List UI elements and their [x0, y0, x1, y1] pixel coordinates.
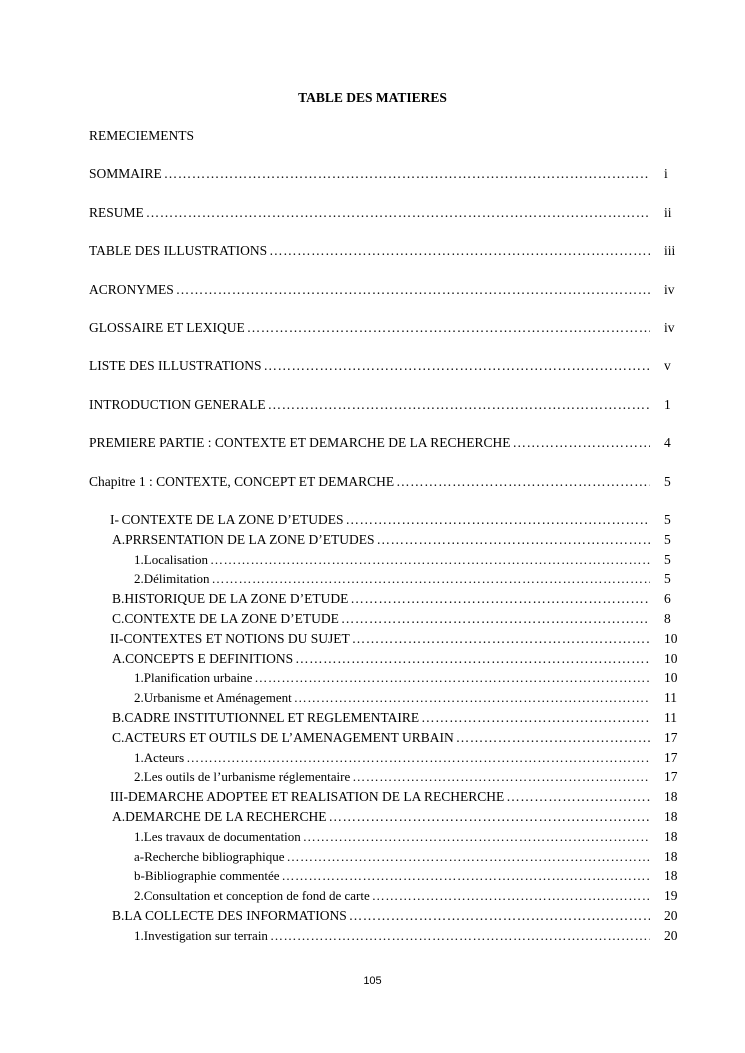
toc-entry-page: 5 [664, 552, 671, 567]
dot-leader [146, 205, 650, 221]
toc-entry-page: 1 [664, 397, 671, 412]
dot-leader [372, 888, 650, 904]
toc-entry-label: PRRSENTATION DE LA ZONE D’ETUDES [125, 532, 375, 547]
toc-entry-page: 20 [664, 908, 678, 923]
toc-entry-page: iv [664, 320, 675, 335]
toc-entry[interactable] [89, 474, 650, 490]
toc-entry-label: LA COLLECTE DES INFORMATIONS [124, 908, 347, 923]
toc-entry[interactable] [134, 928, 650, 944]
toc-entry[interactable] [112, 730, 650, 746]
toc-entry-number: III- [110, 789, 128, 804]
toc-entry[interactable] [134, 690, 650, 706]
toc-entry-page: v [664, 358, 671, 373]
toc-entry-page: 10 [664, 631, 678, 646]
toc-entry-label: Les outils de l’urbanisme réglementaire [143, 769, 351, 784]
toc-entry-label: Bibliographie commentée [144, 868, 280, 883]
toc-entry-label: Investigation sur terrain [143, 928, 268, 943]
toc-entry-label: DEMARCHE DE LA RECHERCHE [125, 809, 327, 824]
toc-entry-label: Consultation et conception de fond de carte [143, 888, 370, 903]
toc-entry-page: 5 [664, 571, 671, 586]
toc-entry-label: RESUME [89, 205, 144, 220]
toc-entry-page: 5 [664, 512, 671, 527]
toc-entry-label: CONCEPTS E DEFINITIONS [125, 651, 294, 666]
toc-entry-number: II- [110, 631, 124, 646]
toc-entry[interactable] [112, 591, 650, 607]
toc-entry[interactable] [134, 552, 650, 568]
dot-leader [186, 750, 650, 766]
toc-entry-label: Délimitation [143, 571, 210, 586]
toc-entry-label: Urbanisme et Aménagement [143, 690, 292, 705]
toc-entry-number: B. [112, 908, 125, 923]
toc-entry-page: 8 [664, 611, 671, 626]
dot-leader [210, 552, 650, 568]
toc-entry-page: 19 [664, 888, 678, 903]
toc-entry-number: b- [134, 868, 145, 883]
toc-entry[interactable] [89, 358, 650, 374]
page-title: TABLE DES MATIERES [298, 90, 447, 105]
toc-entry[interactable] [134, 670, 650, 686]
dot-leader [247, 320, 650, 336]
dot-leader [287, 849, 650, 865]
toc-entry-label: GLOSSAIRE ET LEXIQUE [89, 320, 245, 335]
dot-leader [294, 690, 650, 706]
toc-entry-number: A. [112, 532, 126, 547]
toc-entry-label: Planification urbaine [143, 670, 253, 685]
toc-entry[interactable] [112, 710, 650, 726]
dot-leader [345, 512, 650, 528]
toc-entry-label: ACRONYMES [89, 282, 174, 297]
toc-entry-label: Chapitre 1 : CONTEXTE, CONCEPT ET DEMARCHE [89, 474, 395, 489]
toc-entry[interactable] [134, 888, 650, 904]
toc-entry-page: 5 [664, 532, 671, 547]
toc-entry[interactable] [110, 512, 650, 528]
toc-entry-number: 1. [134, 829, 144, 844]
toc-entry-label: SOMMAIRE [89, 166, 162, 181]
toc-entry-page: 6 [664, 591, 671, 606]
dot-leader [264, 358, 651, 374]
toc-entry-page: ii [664, 205, 672, 220]
dot-leader [512, 435, 650, 451]
toc-entry-label: CONTEXTE DE LA ZONE D’ETUDES [121, 512, 344, 527]
dot-leader [352, 631, 650, 647]
toc-entry-number: C. [112, 730, 125, 745]
toc-entry[interactable] [110, 631, 650, 647]
toc-entry-number: 2. [134, 888, 144, 903]
dot-leader [506, 789, 650, 805]
toc-entry-page: 10 [664, 670, 678, 685]
toc-entry-label: Localisation [143, 552, 209, 567]
dot-leader [211, 571, 650, 587]
dot-leader [282, 868, 651, 884]
toc-entry[interactable] [134, 769, 650, 785]
toc-entry-page: 17 [664, 769, 678, 784]
toc-entry-page: 18 [664, 809, 678, 824]
dot-leader [421, 710, 650, 726]
toc-entry-number: A. [112, 651, 126, 666]
toc-entry[interactable] [89, 205, 650, 221]
toc-entry-label: INTRODUCTION GENERALE [89, 397, 266, 412]
toc-entry[interactable] [89, 435, 650, 451]
dot-leader [254, 670, 650, 686]
toc-entry-label: Recherche bibliographique [144, 849, 285, 864]
dot-leader [350, 591, 650, 607]
toc-entry-number: A. [112, 809, 126, 824]
toc-entry-number: 1. [134, 552, 144, 567]
toc-entry-page: 11 [664, 690, 677, 705]
toc-entry-page: iii [664, 243, 676, 258]
toc-entry-page: 10 [664, 651, 678, 666]
toc-entry-page: 18 [664, 868, 678, 883]
toc-entry-number: 1. [134, 750, 144, 765]
toc-entry[interactable] [89, 243, 650, 259]
dot-leader [456, 730, 650, 746]
toc-entry[interactable] [134, 571, 650, 587]
toc-entry-page: 5 [664, 474, 671, 489]
toc-entry-page: 11 [664, 710, 677, 725]
toc-entry-label: LISTE DES ILLUSTRATIONS [89, 358, 262, 373]
toc-entry-number: B. [112, 710, 125, 725]
toc-entry-label: PREMIERE PARTIE : CONTEXTE ET DEMARCHE DE LA RECHERCHE [89, 435, 511, 450]
dot-leader [268, 397, 650, 413]
dot-leader [303, 829, 650, 845]
dot-leader [164, 166, 650, 182]
toc-entry-label: CONTEXTE DE LA ZONE D’ETUDE [124, 611, 339, 626]
toc-entry[interactable] [112, 532, 650, 548]
toc-entry[interactable] [134, 829, 650, 845]
dot-leader [349, 908, 650, 924]
toc-entry-number: 1. [134, 928, 144, 943]
toc-entry[interactable] [134, 868, 650, 884]
toc-entry[interactable] [89, 128, 650, 144]
toc-entry-number: a- [134, 849, 145, 864]
toc-entry[interactable] [112, 611, 650, 627]
toc-entry-label: CADRE INSTITUTIONNEL ET REGLEMENTAIRE [124, 710, 420, 725]
toc-entry[interactable] [112, 908, 650, 924]
toc-entry[interactable] [134, 849, 650, 865]
toc-entry-number: I- [110, 512, 119, 527]
footer-page-number: 105 [363, 975, 382, 987]
toc-entry-page: 4 [664, 435, 671, 450]
toc-entry-label: TABLE DES ILLUSTRATIONS [89, 243, 268, 258]
toc-entry-number: B. [112, 591, 125, 606]
toc-entry-number: C. [112, 611, 125, 626]
toc-entry[interactable] [134, 750, 650, 766]
toc-entry-label: REMECIEMENTS [89, 128, 195, 143]
toc-entry[interactable] [112, 651, 650, 667]
dot-leader [377, 532, 650, 548]
toc-entry-page: i [664, 166, 668, 181]
toc-entry-number: 2. [134, 690, 144, 705]
dot-leader [295, 651, 650, 667]
toc-entry-number: 2. [134, 769, 144, 784]
toc-entry[interactable] [89, 282, 650, 298]
toc-entry-label: CONTEXTES ET NOTIONS DU SUJET [123, 631, 350, 646]
dot-leader [269, 243, 650, 259]
toc-entry-page: 20 [664, 928, 678, 943]
toc-entry-page: 18 [664, 789, 678, 804]
toc-entry-label: HISTORIQUE DE LA ZONE D’ETUDE [124, 591, 349, 606]
toc-entry[interactable] [89, 320, 650, 336]
toc-entry-page: 18 [664, 849, 678, 864]
dot-leader [341, 611, 650, 627]
toc-entry-label: Les travaux de documentation [143, 829, 301, 844]
dot-leader [329, 809, 650, 825]
dot-leader [396, 474, 650, 490]
toc-entry-number: 2. [134, 571, 144, 586]
toc-entry-label: Acteurs [143, 750, 185, 765]
toc-entry-page: 17 [664, 730, 678, 745]
toc-entry[interactable] [89, 397, 650, 413]
toc-entry-label: DEMARCHE ADOPTEE ET REALISATION DE LA RECHERCHE [127, 789, 505, 804]
toc-entry-page: 17 [664, 750, 678, 765]
toc-entry-page: iv [664, 282, 675, 297]
toc-entry[interactable] [89, 166, 650, 182]
toc-entry-number: 1. [134, 670, 144, 685]
toc-entry[interactable] [110, 789, 650, 805]
dot-leader [176, 282, 650, 298]
dot-leader [352, 769, 650, 785]
toc-entry[interactable] [112, 809, 650, 825]
toc-entry-page: 18 [664, 829, 678, 844]
toc-entry-label: ACTEURS ET OUTILS DE L’AMENAGEMENT URBAIN [124, 730, 454, 745]
dot-leader [270, 928, 650, 944]
